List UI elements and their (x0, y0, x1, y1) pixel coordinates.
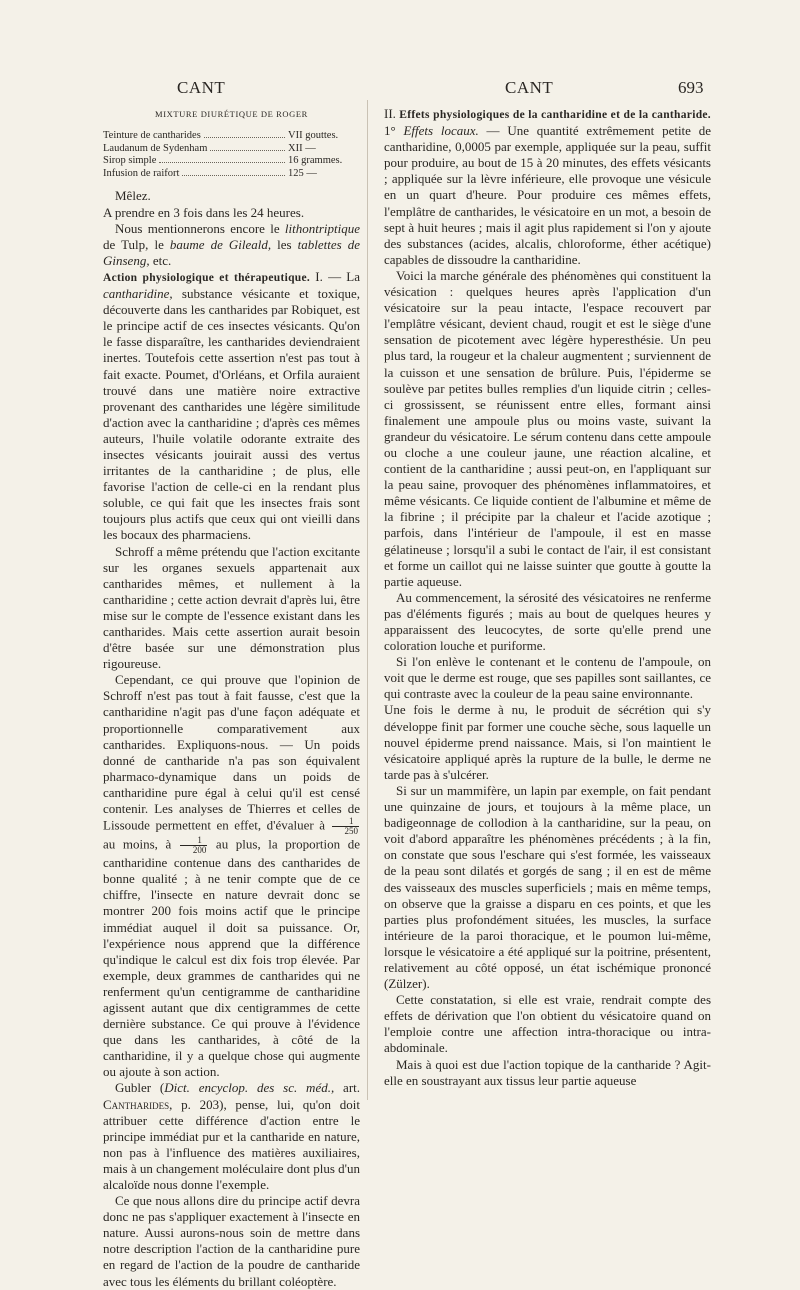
small-caps-term: Cantharides, (103, 1096, 173, 1112)
ingredient-name: Sirop simple (103, 155, 157, 167)
running-head-left: CANT (177, 78, 226, 97)
italic-term: cantharidine, (103, 286, 173, 302)
paragraph-cependant (103, 672, 360, 1080)
text: Cependant, ce qui prouve que l'opinion de Schroff n'est pas tout à fait fausse, c'est que la cantharidine n'agit pas d'une façon adéquate et proportionnelle comparativement aux cantharides. Expliquons-nous. — Un poids donné de cantharide n'a pas son équivalent pharmaco-dynamique dans un poids de cantharidine pure égal à celui qu'il est censé contenir. Les analyses de Thierres et celles de Lissoude permettent en effet, d'évaluer à (103, 672, 360, 833)
paragraph-cette: Cette constatation, si elle est vraie, rendrait compte des effets de dérivation que l'on obtient du vésicatoire quand on l'emploie contre une affection intra-thoracique ou intra-abdominale. (384, 992, 711, 1056)
ingredient-row (103, 155, 360, 168)
text: substance vésicante et toxique, découverte dans les cantharides par Robiquet, est le principe actif de ces insectes vésicants. Qu'on le fasse disparaître, les cantharides deviendraient inertes. Toutefois cette assertion n'est pas tout à fait exacte. Poumet, d'Orléans, et Orfila auraient trouvé dans une matière noire extractive provenant des cantharides une légère similitude d'action avec la cantharidine ; d'après ces mêmes auteurs, l'huile volatile odorante extraite des insectes vésicants jouirait aussi des vertus irritantes de la cantharidine ; de plus, elle favorise l'action de celle-ci en la rendant plus soluble, ce qui fait que les insectes frais sont toujours plus actifs que ceux qui ont vieilli dans les bocaux des pharmaciens. (103, 286, 360, 543)
text: II. (384, 106, 400, 121)
ingredient-list (103, 130, 360, 180)
fraction-denominator: 250 (344, 826, 358, 837)
italic-term: baume de Gileald, (169, 236, 272, 252)
ingredient-row (103, 130, 360, 143)
column-divider (367, 100, 368, 1100)
text: Nous mentionnerons encore le (115, 220, 285, 236)
paragraph-melez: Mêlez. (115, 188, 151, 204)
paragraph-si-lon: Si l'on enlève le contenant et le contenu de l'ampoule, on voit que le derme est rouge, que ses papilles sont saillantes, ce qui contraste avec la couleur de la peau saine environnante. (384, 654, 711, 702)
page-number: 693 (678, 78, 704, 97)
right-column (384, 106, 711, 1089)
text: au moins, à (103, 836, 179, 852)
ingredient-dose: XII — (288, 142, 316, 154)
text: I. — La (310, 268, 360, 284)
text: — Une quantité extrêmement petite de cantharidine, 0,0005 par exemple, appliquée sur la peau, suffit pour produire, au bout de 15 à 20 minutes, des effets vésicants ; appliquée sur la lèvre inférieure, elle provoque une vésicule en un quart d'heure. Pour produire ces mêmes effets, l'emplâtre de cantharides, le vésicatoire en un mot, a besoin de sept à huit heures ; mais il agit plus rapidement si l'on y ajoute des substances (acides, alcalis, chloroforme, éther acétique) capables de dissoudre la cantharidine. (384, 123, 711, 267)
ingredient-dose: 125 — (288, 167, 317, 179)
running-header (0, 78, 800, 98)
section-heading: Effets physiologiques de la cantharidine et de la cantharide. (399, 109, 711, 121)
paragraph-action (103, 269, 360, 544)
paragraph-mais: Mais à quoi est due l'action topique de la cantharide ? Agit-elle en soustrayant aux tissus leur partie aqueuse (384, 1056, 711, 1088)
text: art. (334, 1080, 361, 1096)
paragraph-mentions (103, 221, 360, 269)
section-heading: Action physiologique et thérapeutique. (103, 271, 311, 284)
ingredient-row (103, 143, 360, 156)
formula-title: MIXTURE DIURÉTIQUE DE ROGER (155, 109, 308, 119)
paragraph-une-fois: Une fois le derme à nu, le produit de sécrétion qui s'y développe finit par former une couche sèche, sous laquelle un nouvel épiderme prend naissance. Mais, si l'on maintient le vésicatoire appliqué après la rupture de la bulle, le derme ne tarde pas à s'ulcérer. (384, 702, 711, 782)
fraction (332, 817, 360, 836)
text: Gubler ( (115, 1080, 165, 1096)
dot-leader (204, 137, 285, 138)
italic-term: tablettes de Ginseng, (103, 236, 360, 268)
ingredient-dose: 16 grammes. (288, 155, 343, 167)
ingredient-row (103, 168, 360, 181)
paragraph-ce-que: Ce que nous allons dire du principe actif devra donc ne pas s'appliquer exactement à l'insecte en nature. Aussi aurons-nous soin de mettre dans notre description l'action de la cantharidine pure en regard de l'action de la poudre de cantharide avec tous les éléments du brillant coléoptère. (103, 1193, 360, 1289)
ingredient-name: Laudanum de Sydenham (103, 142, 208, 154)
text: etc. (149, 252, 172, 268)
paragraph-au-commencement: Au commencement, la sérosité des vésicatoires ne renferme pas d'éléments figurés ; mais au bout de quelques heures y apparaissent des leucocytes, de sorte qu'elle prend une coloration louche et puriforme. (384, 589, 711, 654)
ingredient-dose: VII gouttes. (288, 130, 339, 142)
paragraph-mammifere: Si sur un mammifère, un lapin par exemple, on fait pendant une quinzaine de jours, et toujours à la même place, un badigeonnage de collodion à la cantharidine, sur la peau, on voit d'abord apparaître les phénomènes précédents ; à la fin, on constate que sous l'eschare qui s'est formée, les vaisseaux de la peau sont dilatés et gorgés de sang ; il en est de même des vaisseaux des muscles superficiels ; mais en même temps, on observe que la graisse a disparu en ces points, et que les parties plus profondément situées, les muscles, la surface intérieure de la paroi thoracique, et le poumon lui-même, lorsque le vésicatoire a été appliqué sur la poitrine, présentent, relativement au côté opposé, un état ischémique prononcé (Zülzer). (384, 782, 711, 992)
fraction-numerator: 1 (332, 817, 360, 827)
dot-leader (210, 150, 285, 151)
fraction-numerator: 1 (180, 836, 208, 846)
text: de Tulp, le (103, 236, 170, 252)
paragraph-dosage: A prendre en 3 fois dans les 24 heures. (103, 204, 305, 220)
ingredient-name: Infusion de raifort (103, 167, 180, 179)
ingredient-name: Teinture de cantharides (103, 130, 201, 142)
italic-subheading: Effets locaux. (403, 123, 479, 139)
paragraph-gubler (103, 1080, 360, 1193)
text: les (271, 236, 298, 252)
paragraph-schroff: Schroff a même prétendu que l'action excitante sur les organes sexuels appartenait aux cantharides mêmes, et nullement à la cantharidine ; cette action devrait d'après lui, être mise sur le compte de l'essence existant dans les cantharides. Mais cette assertion aurait besoin d'être basée sur une démonstration plus rigoureuse. (103, 543, 360, 672)
text: p. 203), pense, lui, qu'on doit attribuer cette différence d'action entre le principe immédiat pur et la cantharide en nature, non pas à l'influence des matières auxiliaires, mais à un changement moléculaire dont plus d'un alcaloïde nous donne l'exemple. (103, 1096, 360, 1192)
italic-citation: Dict. encyclop. des sc. méd., (164, 1080, 335, 1096)
paragraph-voici: Voici la marche générale des phénomènes qui constituent la vésication : quelques heures après l'application d'un vésicatoire sur la peau intacte, l'espace recouvert par l'emplâtre vésicant, devient chaud, rougit et est le siège d'une sensation de picotement avec légère hyperesthésie. Un peu plus tard, la rougeur et la chaleur augmentent ; surviennent de la cuisson et une sensation de brûlure. Puis, l'épiderme se soulève par petites bulles remplies d'un liquide citrin ; celles-ci grossissent, se réunissent entre elles, formant ainsi finalement une ampoule plus ou moins vaste, suivant la grandeur du vésicatoire. Le sérum contenu dans cette ampoule ou cloche a une couleur jaune, une réaction alcaline, et contient de la cantharidine ; aussi peut-on, en l'appliquant sur la peau saine, provoquer des phénomènes inflammatoires, et même vésicants. Ce liquide contient de l'albumine et même de la fibrine ; il précipite par la chaleur et l'acide azotique ; parfois, dans l'intérieur de l'ampoule, il est en masse gélatineuse ; lorsqu'il a subi le contact de l'air, il est consistant et forme un caillot qui ne laisse suinter que goutte à goutte la partie aqueuse. (384, 267, 711, 589)
text: au plus, la proportion de cantharidine contenue dans des cantharides de bonne qualité ; à ne tenir compte que de ce chiffre, l'insecte en nature devrait donc se montrer 200 fois moins actif que le principe immédiat auquel il doit sa puissance. Or, l'expérience nous apprend que la différence qu'indique le calcul est dix fois trop élevée. Par exemple, deux grammes de cantharides qui ne renferment qu'un centigramme de cantharidine agissent autant que dix centigrammes de cette dernière substance. Ce qui prouve à l'évidence que dans les cantharides, à côté de la cantharidine, il y a quelque chose qui augmente ou ajoute à son action. (103, 836, 360, 1080)
fraction-denominator: 200 (192, 845, 207, 856)
fraction (180, 836, 208, 855)
text: 1° (384, 123, 404, 139)
left-column (103, 106, 360, 1290)
italic-term: lithontriptique (284, 220, 360, 236)
running-head-right: CANT (505, 78, 554, 97)
paragraph-effets (384, 106, 711, 268)
dot-leader (159, 162, 285, 163)
dot-leader (182, 175, 285, 176)
